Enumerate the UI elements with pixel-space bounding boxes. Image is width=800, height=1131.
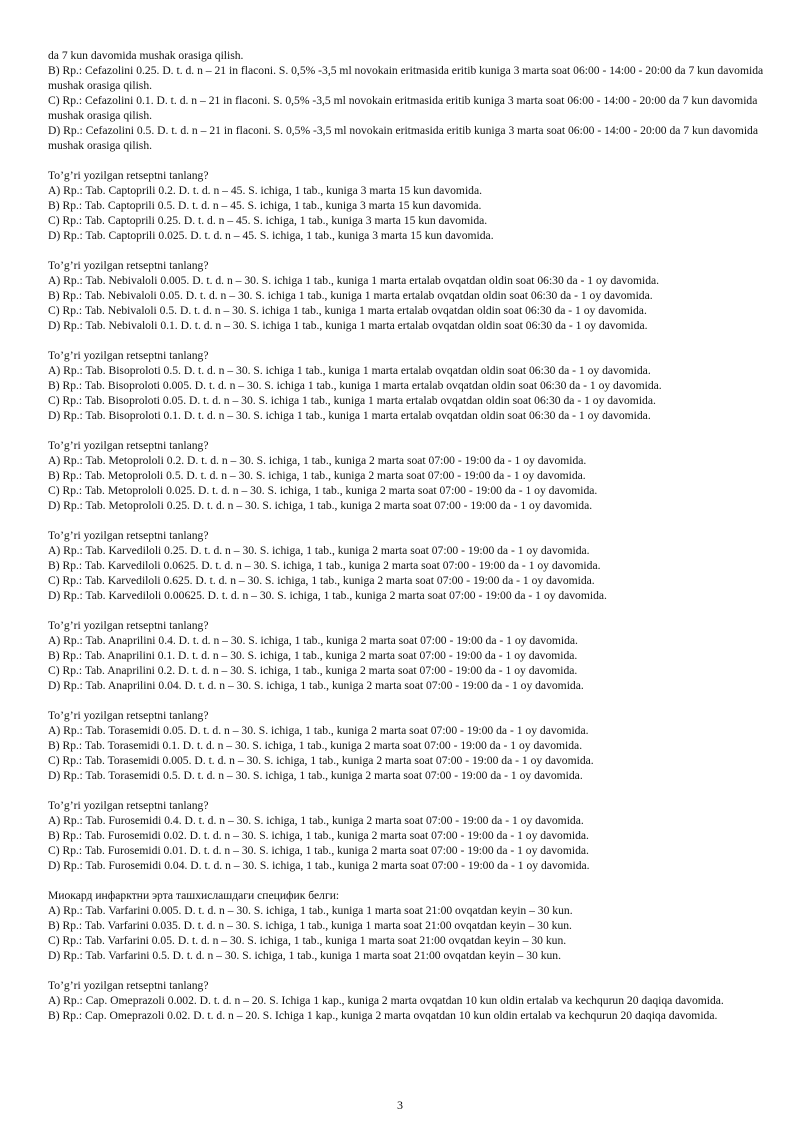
question-block [48, 438, 776, 513]
answer-option: A) Rp.: Tab. Furosemidi 0.4. D. t. d. n – 30. S. ichiga, 1 tab., kuniga 2 marta soat 07:00 - 19:00 da - 1 oy davomida. [48, 814, 584, 827]
answer-option: C) Rp.: Tab. Nebivaloli 0.5. D. t. d. n – 30. S. ichiga 1 tab., kuniga 1 marta ertalab ovqatdan oldin soat 06:30 da - 1 oy davomida. [48, 304, 647, 317]
answer-option: A) Rp.: Tab. Captoprili 0.2. D. t. d. n – 45. S. ichiga, 1 tab., kuniga 3 marta 15 kun davomida. [48, 184, 483, 197]
question-block [48, 348, 776, 423]
question-title: To’g’ri yozilgan retseptni tanlang? [48, 979, 209, 992]
answer-option: C) Rp.: Tab. Varfarini 0.05. D. t. d. n – 30. S. ichiga, 1 tab., kuniga 1 marta soat 21:00 ovqatdan keyin – 30 kun. [48, 934, 567, 947]
answer-option: A) Rp.: Cap. Omeprazoli 0.002. D. t. d. n – 20. S. Ichiga 1 kap., kuniga 2 marta ovqatdan 10 kun oldin ertalab va kechqurun 20 daqiqa davomida. [48, 994, 724, 1007]
question-title: To’g’ri yozilgan retseptni tanlang? [48, 619, 209, 632]
answer-option: A) Rp.: Tab. Karvediloli 0.25. D. t. d. n – 30. S. ichiga, 1 tab., kuniga 2 marta soat 07:00 - 19:00 da - 1 oy davomida. [48, 544, 590, 557]
question-block [48, 798, 776, 873]
answer-option: A) Rp.: Tab. Bisoproloti 0.5. D. t. d. n – 30. S. ichiga 1 tab., kuniga 1 marta ertalab ovqatdan oldin soat 06:30 da - 1 oy davomida. [48, 364, 651, 377]
answer-option: D) Rp.: Tab. Anaprilini 0.04. D. t. d. n – 30. S. ichiga, 1 tab., kuniga 2 marta soat 07:00 - 19:00 da - 1 oy davomida. [48, 679, 584, 692]
question-block [48, 528, 776, 603]
answer-option: A) Rp.: Tab. Varfarini 0.005. D. t. d. n – 30. S. ichiga, 1 tab., kuniga 1 marta soat 21:00 ovqatdan keyin – 30 kun. [48, 904, 573, 917]
question-block [48, 708, 776, 783]
question-title: Миокард инфарктни эрта ташхислашдаги специфик белги: [48, 889, 340, 902]
document-page [48, 48, 776, 1023]
answer-option: A) Rp.: Tab. Anaprilini 0.4. D. t. d. n – 30. S. ichiga, 1 tab., kuniga 2 marta soat 07:00 - 19:00 da - 1 oy davomida. [48, 634, 578, 647]
question-title: To’g’ri yozilgan retseptni tanlang? [48, 259, 209, 272]
answer-option: D) Rp.: Tab. Torasemidi 0.5. D. t. d. n – 30. S. ichiga, 1 tab., kuniga 2 marta soat 07:00 - 19:00 da - 1 oy davomida. [48, 769, 583, 782]
answer-option: B) Rp.: Tab. Karvediloli 0.0625. D. t. d. n – 30. S. ichiga, 1 tab., kuniga 2 marta soat 07:00 - 19:00 da - 1 oy davomida. [48, 559, 601, 572]
question-block [48, 258, 776, 333]
answer-option: B) Rp.: Cap. Omeprazoli 0.02. D. t. d. n – 20. S. Ichiga 1 kap., kuniga 2 marta ovqatdan 10 kun oldin ertalab va kechqurun 20 daqiqa davomida. [48, 1009, 718, 1022]
answer-option: C) Rp.: Tab. Karvediloli 0.625. D. t. d. n – 30. S. ichiga, 1 tab., kuniga 2 marta soat 07:00 - 19:00 da - 1 oy davomida. [48, 574, 595, 587]
question-title: To’g’ri yozilgan retseptni tanlang? [48, 709, 209, 722]
answer-option: B) Rp.: Tab. Torasemidi 0.1. D. t. d. n – 30. S. ichiga, 1 tab., kuniga 2 marta soat 07:00 - 19:00 da - 1 oy davomida. [48, 739, 583, 752]
question-block [48, 168, 776, 243]
answer-option: D) Rp.: Cefazolini 0.5. D. t. d. n – 21 in flaconi. S. 0,5% -3,5 ml novokain eritmasida eritib kuniga 3 marta soat 06:00 - 14:00 - 20:00 da 7 kun davomida mushak orasiga qilish. [48, 124, 758, 152]
answer-option: D) Rp.: Tab. Furosemidi 0.04. D. t. d. n – 30. S. ichiga, 1 tab., kuniga 2 marta soat 07:00 - 19:00 da - 1 oy davomida. [48, 859, 590, 872]
answer-option: B) Rp.: Tab. Metoprololi 0.5. D. t. d. n – 30. S. ichiga, 1 tab., kuniga 2 marta soat 07:00 - 19:00 da - 1 oy davomida. [48, 469, 586, 482]
answer-option: A) Rp.: Tab. Metoprololi 0.2. D. t. d. n – 30. S. ichiga, 1 tab., kuniga 2 marta soat 07:00 - 19:00 da - 1 oy davomida. [48, 454, 587, 467]
answer-option: B) Rp.: Tab. Nebivaloli 0.05. D. t. d. n – 30. S. ichiga 1 tab., kuniga 1 marta ertalab ovqatdan oldin soat 06:30 da - 1 oy davomida. [48, 289, 653, 302]
answer-option: C) Rp.: Cefazolini 0.1. D. t. d. n – 21 in flaconi. S. 0,5% -3,5 ml novokain eritmasida eritib kuniga 3 marta soat 06:00 - 14:00 - 20:00 da 7 kun davomida mushak orasiga qilish. [48, 94, 758, 122]
question-title: To’g’ri yozilgan retseptni tanlang? [48, 529, 209, 542]
question-title: To’g’ri yozilgan retseptni tanlang? [48, 349, 209, 362]
question-title: To’g’ri yozilgan retseptni tanlang? [48, 799, 209, 812]
question-block [48, 978, 776, 1023]
question-block [48, 618, 776, 693]
answer-option: B) Rp.: Tab. Bisoproloti 0.005. D. t. d. n – 30. S. ichiga 1 tab., kuniga 1 marta ertalab ovqatdan oldin soat 06:30 da - 1 oy davomida. [48, 379, 662, 392]
answer-option: B) Rp.: Cefazolini 0.25. D. t. d. n – 21 in flaconi. S. 0,5% -3,5 ml novokain eritmasida eritib kuniga 3 marta soat 06:00 - 14:00 - 20:00 da 7 kun davomida mushak orasiga qilish. [48, 64, 764, 92]
answer-option: D) Rp.: Tab. Nebivaloli 0.1. D. t. d. n – 30. S. ichiga 1 tab., kuniga 1 marta ertalab ovqatdan oldin soat 06:30 da - 1 oy davomida. [48, 319, 648, 332]
answer-option: D) Rp.: Tab. Metoprololi 0.25. D. t. d. n – 30. S. ichiga, 1 tab., kuniga 2 marta soat 07:00 - 19:00 da - 1 oy davomida. [48, 499, 593, 512]
answer-option: C) Rp.: Tab. Captoprili 0.25. D. t. d. n – 45. S. ichiga, 1 tab., kuniga 3 marta 15 kun davomida. [48, 214, 488, 227]
continued-fragment: da 7 kun davomida mushak orasiga qilish. [48, 49, 244, 62]
answer-option: B) Rp.: Tab. Captoprili 0.5. D. t. d. n – 45. S. ichiga, 1 tab., kuniga 3 marta 15 kun davomida. [48, 199, 482, 212]
answer-option: C) Rp.: Tab. Furosemidi 0.01. D. t. d. n – 30. S. ichiga, 1 tab., kuniga 2 marta soat 07:00 - 19:00 da - 1 oy davomida. [48, 844, 589, 857]
answer-option: B) Rp.: Tab. Varfarini 0.035. D. t. d. n – 30. S. ichiga, 1 tab., kuniga 1 marta soat 21:00 ovqatdan keyin – 30 kun. [48, 919, 572, 932]
answer-option: B) Rp.: Tab. Furosemidi 0.02. D. t. d. n – 30. S. ichiga, 1 tab., kuniga 2 marta soat 07:00 - 19:00 da - 1 oy davomida. [48, 829, 589, 842]
question-title: To’g’ri yozilgan retseptni tanlang? [48, 439, 209, 452]
answer-option: D) Rp.: Tab. Bisoproloti 0.1. D. t. d. n – 30. S. ichiga 1 tab., kuniga 1 marta ertalab ovqatdan oldin soat 06:30 da - 1 oy davomida. [48, 409, 651, 422]
answer-option: C) Rp.: Tab. Bisoproloti 0.05. D. t. d. n – 30. S. ichiga 1 tab., kuniga 1 marta ertalab ovqatdan oldin soat 06:30 da - 1 oy davomida. [48, 394, 656, 407]
answer-option: C) Rp.: Tab. Metoprololi 0.025. D. t. d. n – 30. S. ichiga, 1 tab., kuniga 2 marta soat 07:00 - 19:00 da - 1 oy davomida. [48, 484, 598, 497]
answer-option: A) Rp.: Tab. Torasemidi 0.05. D. t. d. n – 30. S. ichiga, 1 tab., kuniga 2 marta soat 07:00 - 19:00 da - 1 oy davomida. [48, 724, 589, 737]
page-number: 3 [397, 1098, 403, 1112]
question-title: To’g’ri yozilgan retseptni tanlang? [48, 169, 209, 182]
answer-option: C) Rp.: Tab. Anaprilini 0.2. D. t. d. n – 30. S. ichiga, 1 tab., kuniga 2 marta soat 07:00 - 19:00 da - 1 oy davomida. [48, 664, 578, 677]
answer-option: B) Rp.: Tab. Anaprilini 0.1. D. t. d. n – 30. S. ichiga, 1 tab., kuniga 2 marta soat 07:00 - 19:00 da - 1 oy davomida. [48, 649, 578, 662]
answer-option: D) Rp.: Tab. Captoprili 0.025. D. t. d. n – 45. S. ichiga, 1 tab., kuniga 3 marta 15 kun davomida. [48, 229, 494, 242]
question-block [48, 888, 776, 963]
answer-option: C) Rp.: Tab. Torasemidi 0.005. D. t. d. n – 30. S. ichiga, 1 tab., kuniga 2 marta soat 07:00 - 19:00 da - 1 oy davomida. [48, 754, 594, 767]
answer-option: D) Rp.: Tab. Karvediloli 0.00625. D. t. d. n – 30. S. ichiga, 1 tab., kuniga 2 marta soat 07:00 - 19:00 da - 1 oy davomida. [48, 589, 607, 602]
answer-option: D) Rp.: Tab. Varfarini 0.5. D. t. d. n – 30. S. ichiga, 1 tab., kuniga 1 marta soat 21:00 ovqatdan keyin – 30 kun. [48, 949, 561, 962]
answer-option: A) Rp.: Tab. Nebivaloli 0.005. D. t. d. n – 30. S. ichiga 1 tab., kuniga 1 marta ertalab ovqatdan oldin soat 06:30 da - 1 oy davomida. [48, 274, 660, 287]
